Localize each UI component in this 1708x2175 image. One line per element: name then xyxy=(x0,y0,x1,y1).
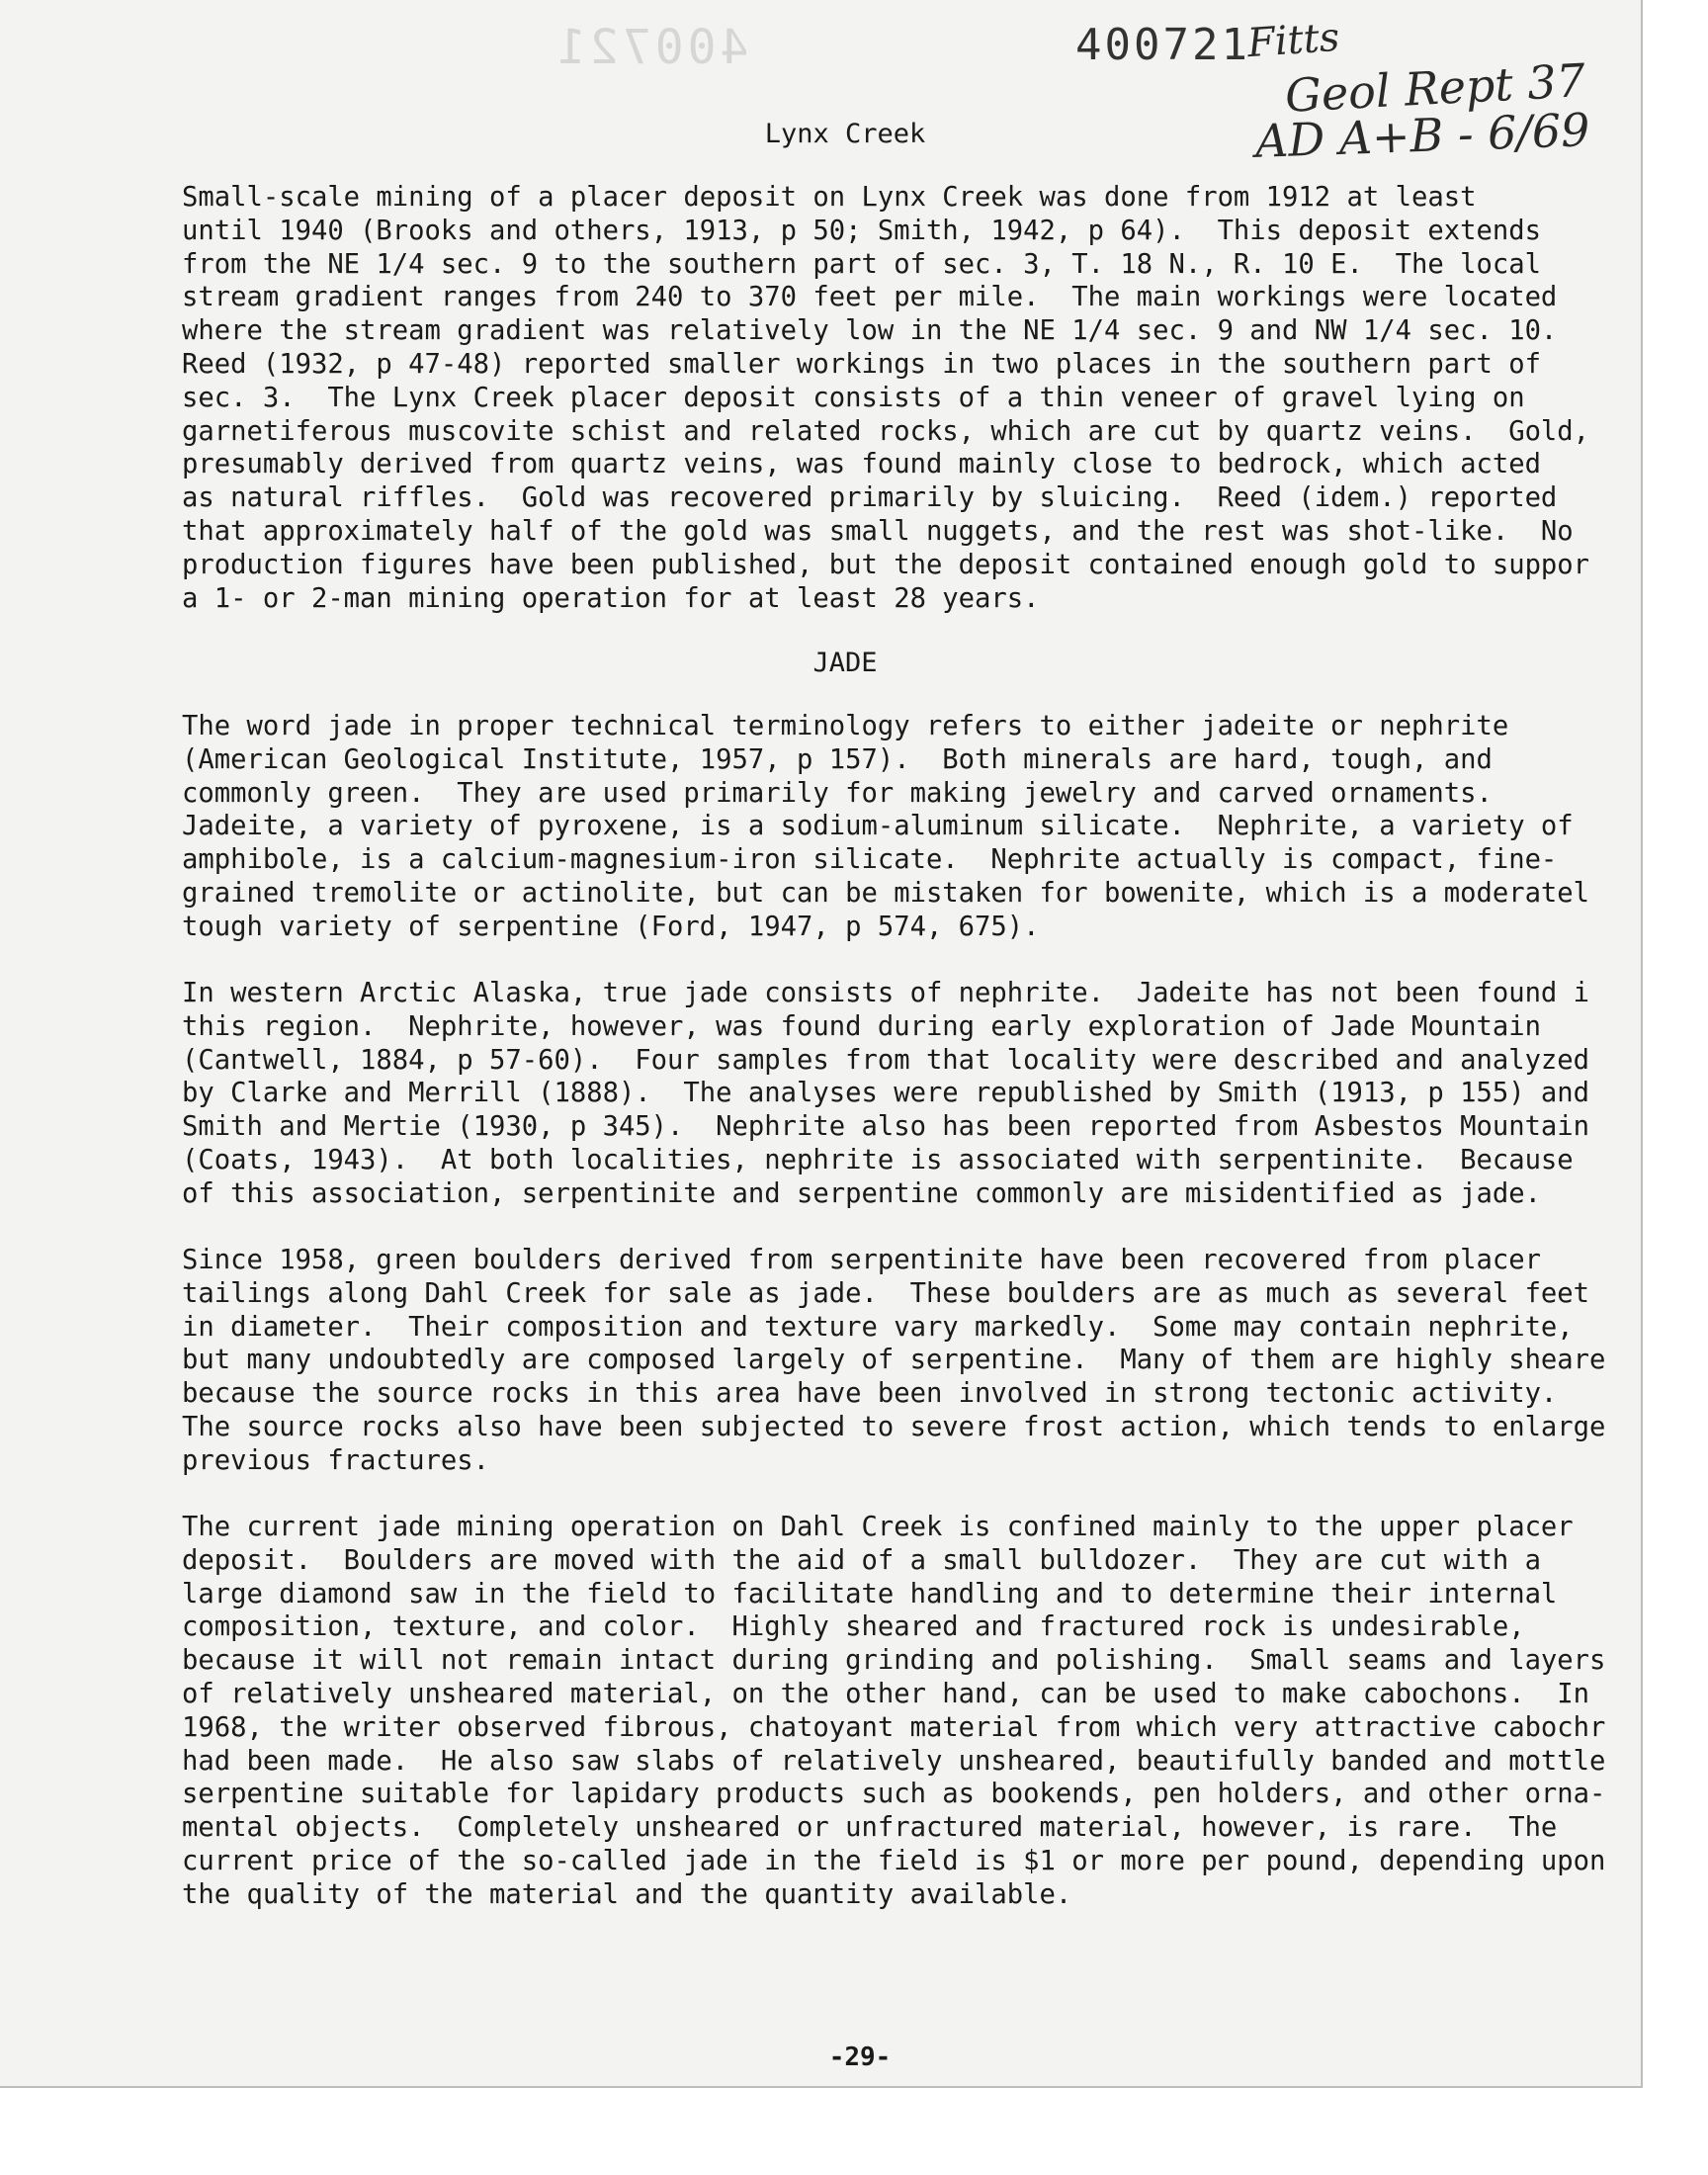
handwritten-annotation-line-2: Geol Rept 37 xyxy=(1283,53,1587,123)
jade-paragraph-3: Since 1958, green boulders derived from serpentinite have been recovered from placer tailings along Dahl Creek for sale as jade. These boulders are as much as several feet in diameter. Their composition and texture vary markedly. Some may contain nephrite, but many undoubtedly are composed largely of serpentine. Many of them are highly sheare because the source rocks in this area have been involved in strong tectonic activity. The source rocks also have been subjected to severe frost action, which tends to enlarge previous fractures. xyxy=(182,1245,1606,1476)
lynx-creek-paragraph: Small-scale mining of a placer deposit on Lynx Creek was done from 1912 at least until 1940 (Brooks and others, 1913, p 50; Smith, 1942, p 64). This deposit extends from the NE 1/4 sec. 9 to the southern part of sec. 3, T. 18 N., R. 10 E. The local stream gradient ranges from 240 to 370 feet per mile. The main workings were located where the stream gradient was relatively low in the NE 1/4 sec. 9 and NW 1/4 sec. 10. Reed (1932, p 47-48) reported smaller workings in two places in the southern part of sec. 3. The Lynx Creek placer deposit consists of a thin veneer of gravel lying on garnetiferous muscovite schist and related rocks, which are cut by quartz veins. Gold, presumably derived from quartz veins, was found mainly close to bedrock, which acted as natural riffles. Gold was recovered primarily by sluicing. Reed (idem.) reported that approximately half of the gold was small nuggets, and the rest was shot-like. No production figures have been published, but the deposit contained enough gold to suppor a 1- or 2-man mining operation for at least 28 years. xyxy=(182,182,1590,614)
jade-paragraph-1: The word jade in proper technical terminology refers to either jadeite or nephrite (American Geological Institute, 1957, p 157). Both minerals are hard, tough, and commonly green. They are used primarily for making jewelry and carved ornaments. Jadeite, a variety of pyroxene, is a sodium-aluminum silicate. Nephrite, a variety of amphibole, is a calcium-magnesium-iron silicate. Nephrite actually is compact, fine- grained tremolite or actinolite, but can be mistaken for bowenite, which is a moderatel tough variety of serpentine (Ford, 1947, p 574, 675). xyxy=(182,711,1590,942)
section-heading-lynx-creek: Lynx Creek xyxy=(764,119,926,149)
jade-paragraph-4: The current jade mining operation on Dahl Creek is confined mainly to the upper placer deposit. Boulders are moved with the aid of a small bulldozer. They are cut with a large diamond saw in the field to facilitate handling and to determine their internal composition, texture, and color. Highly sheared and fractured rock is undesirable, because it will not remain intact during grinding and polishing. Small seams and layers of relatively unsheared material, on the other hand, can be used to make cabochons. In 1968, the writer observed fibrous, chatoyant material from which very attractive cabochr had been made. He also saw slabs of relatively unsheared, beautifully banded and mottle serpentine suitable for lapidary products such as bookends, pen holders, and other orna- mental objects. Completely unsheared or unfractured material, however, is rare. The current price of the so-called jade in the field is $1 or more per pound, depending upon the quality of the material and the quantity available. xyxy=(182,1512,1606,1910)
jade-paragraph-2: In western Arctic Alaska, true jade consists of nephrite. Jadeite has not been found i this region. Nephrite, however, was found during early exploration of Jade Mountain (Cantwell, 1884, p 57-60). Four samples from that locality were described and analyzed by Clarke and Merrill (1888). The analyses were republished by Smith (1913, p 155) and Smith and Mertie (1930, p 345). Nephrite also has been reported from Asbestos Mountain (Coats, 1943). At both localities, nephrite is associated with serpentinite. Because of this association, serpentinite and serpentine commonly are misidentified as jade. xyxy=(182,978,1590,1209)
bleed-through-number: 400721 xyxy=(554,20,749,75)
handwritten-annotation-line-1: Fitts xyxy=(1245,14,1341,67)
section-heading-jade: JADE xyxy=(812,648,878,678)
page-number: -29- xyxy=(828,2043,892,2072)
document-id-stamp: 400721 xyxy=(1075,20,1250,70)
handwritten-annotation-line-3: AD A+B - 6/69 xyxy=(1254,103,1591,168)
